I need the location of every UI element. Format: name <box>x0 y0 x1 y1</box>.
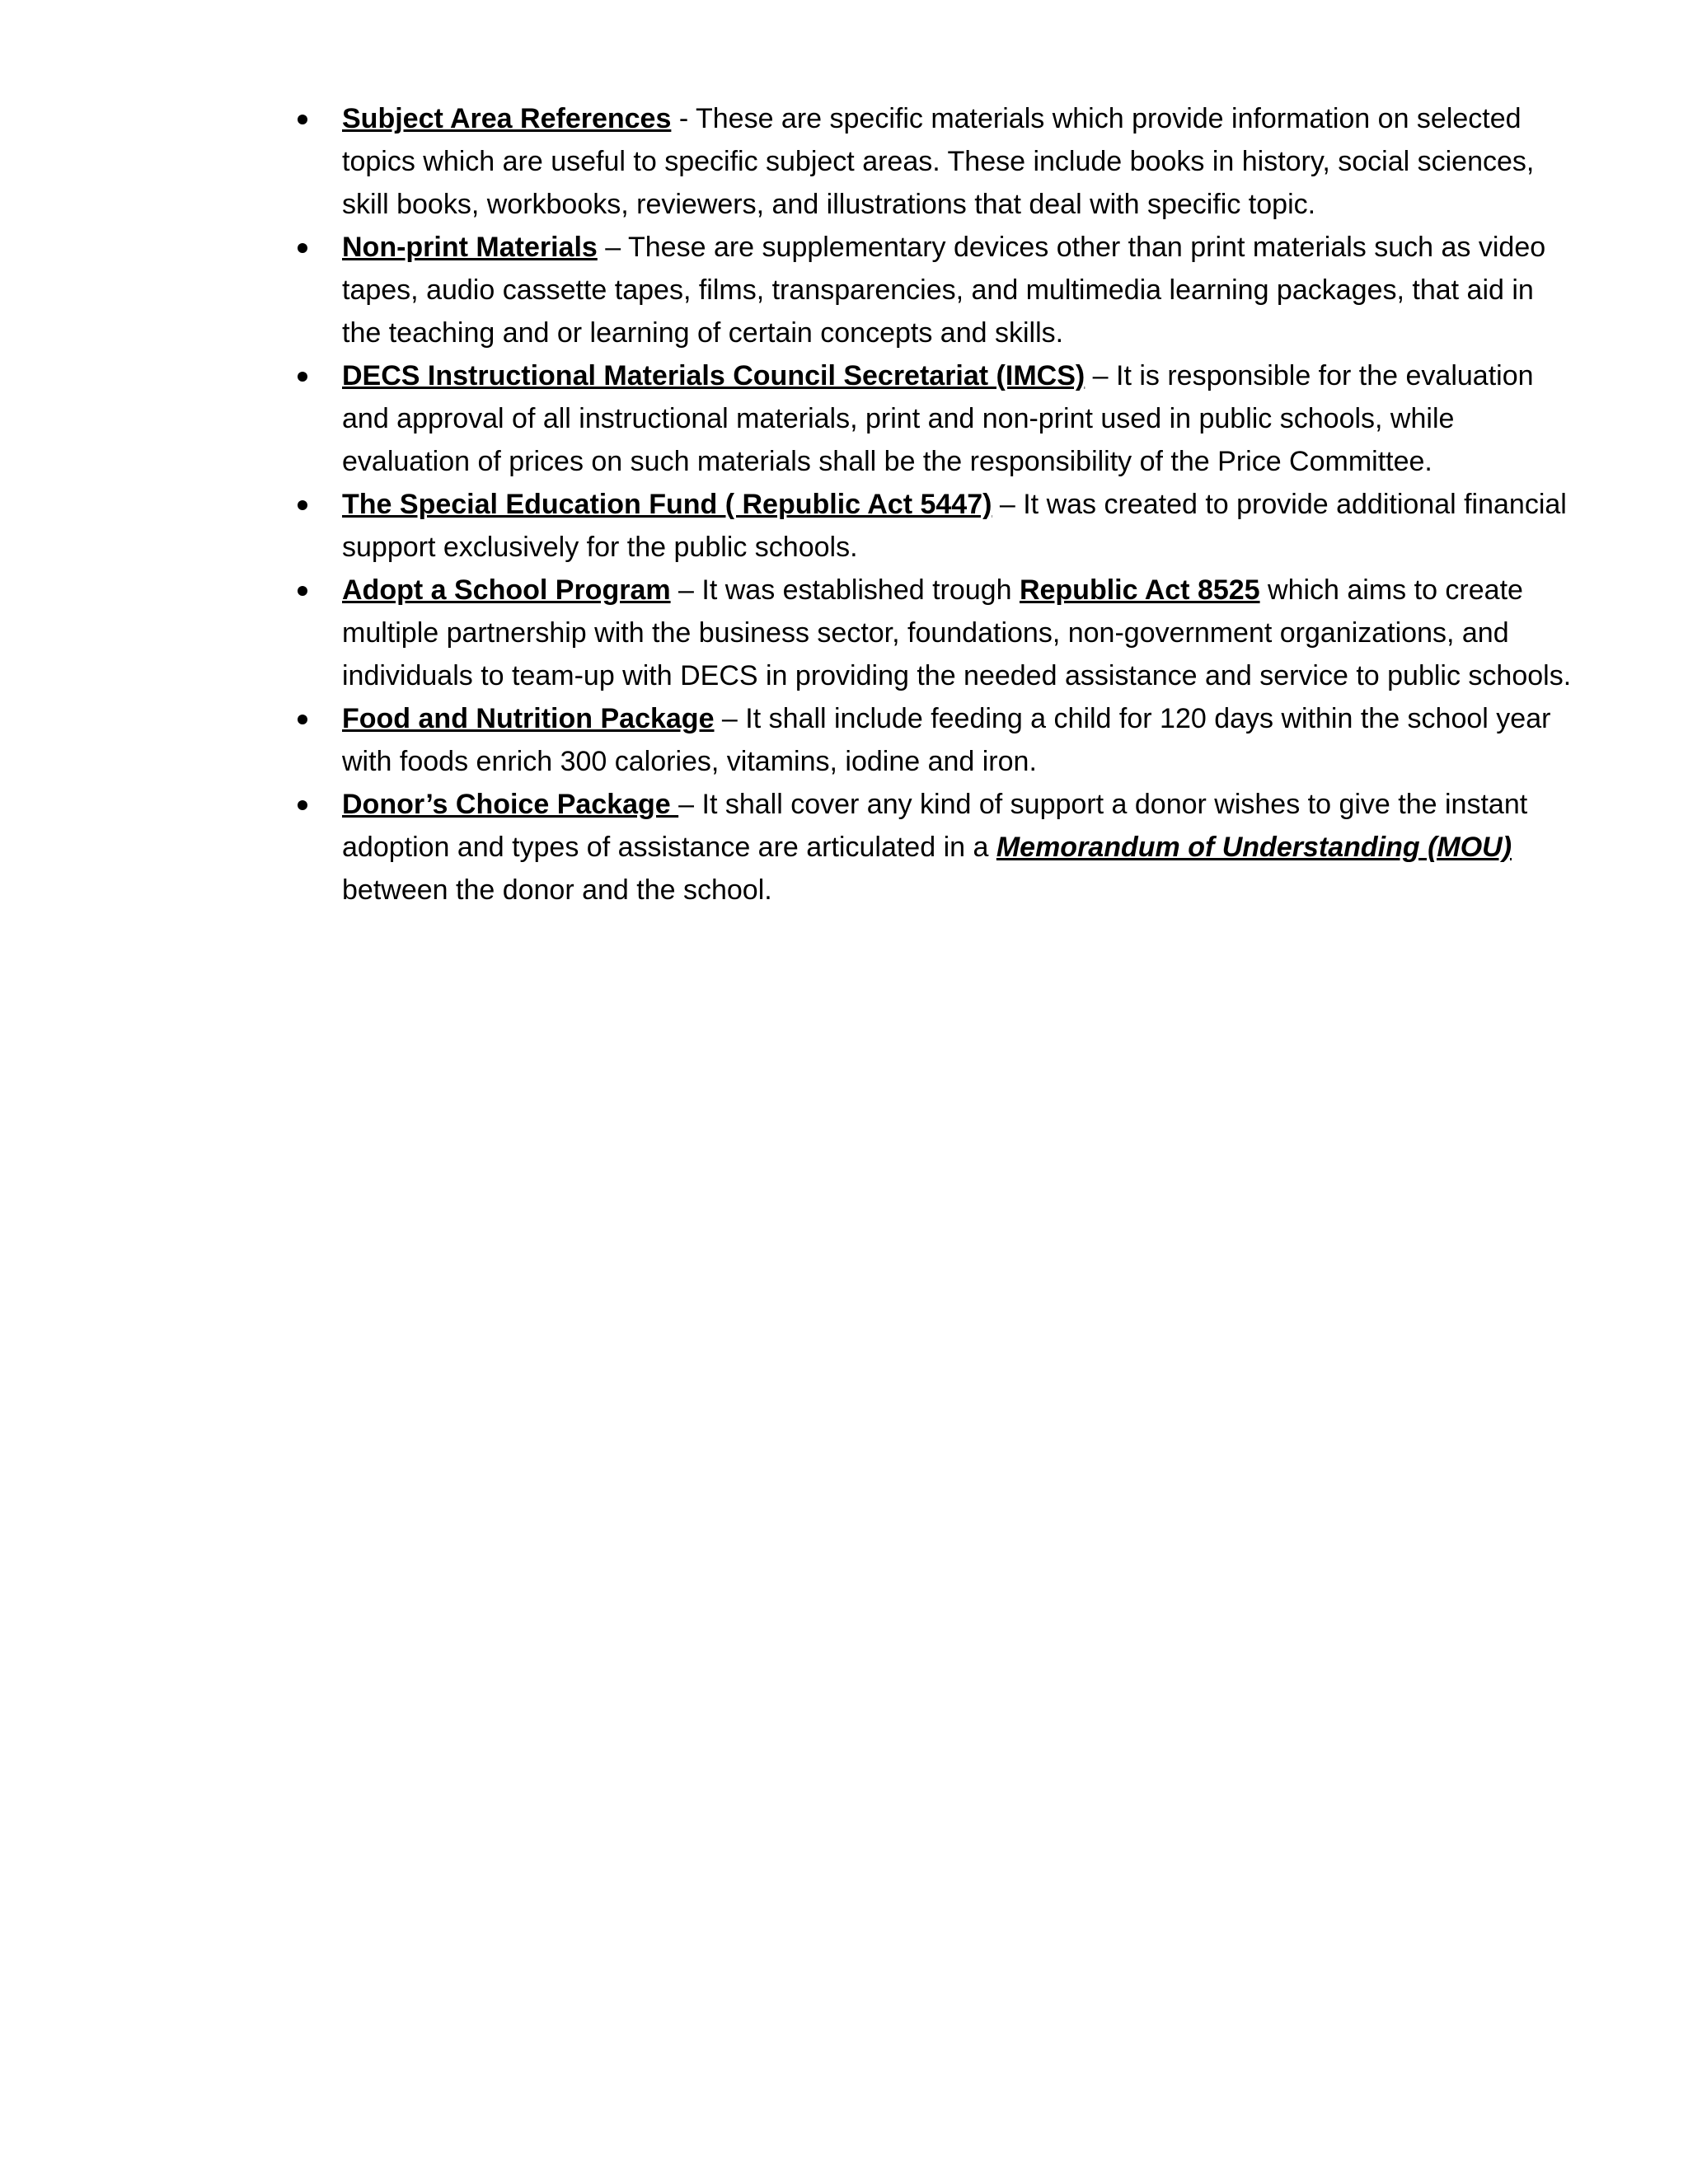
list-item <box>293 483 1578 569</box>
bullet-icon <box>298 800 307 810</box>
bullet-icon <box>298 115 307 124</box>
term-republic-act-8525: Republic Act 8525 <box>1019 574 1260 606</box>
list-item <box>293 569 1578 697</box>
definition-text: – It shall include feeding a child for 120 days within the school year with foods enrich 300 calories, vitamins, iodine and iron. <box>342 703 1551 777</box>
term-donors-choice-package: Donor’s Choice Package <box>342 789 679 820</box>
term-memorandum-of-understanding: Memorandum of Understanding (MOU) <box>996 832 1512 863</box>
definition-text: between the donor and the school. <box>342 874 772 906</box>
term-special-education-fund: The Special Education Fund ( Republic Act 5447) <box>342 489 992 520</box>
list-item <box>293 354 1578 483</box>
bullet-icon <box>298 500 307 510</box>
bullet-list <box>293 97 1578 912</box>
list-item <box>293 226 1578 354</box>
term-non-print-materials: Non-print Materials <box>342 232 598 263</box>
bullet-icon <box>298 243 307 253</box>
definition-text: – It was created to provide additional financial support exclusively for the public schools. <box>342 489 1567 563</box>
term-food-and-nutrition-package: Food and Nutrition Package <box>342 703 715 734</box>
bullet-icon <box>298 372 307 382</box>
bullet-icon <box>298 586 307 596</box>
definition-text: – These are supplementary devices other than print materials such as video tapes, audio cassette tapes, films, transparencies, and multimedia learning packages, that aid in the teaching and or learning of certain concepts and skills. <box>342 232 1546 349</box>
definition-text: – It shall cover any kind of support a donor wishes to give the instant adoption and types of assistance are articulated in a <box>342 789 1528 863</box>
definition-text: which aims to create multiple partnership with the business sector, foundations, non-government organizations, and individuals to team-up with DECS in providing the needed assistance and service to public schools. <box>342 574 1572 691</box>
list-item <box>293 783 1578 912</box>
term-decs-imcs: DECS Instructional Materials Council Secretariat (IMCS) <box>342 360 1085 391</box>
list-item <box>293 97 1578 226</box>
term-subject-area-references: Subject Area References <box>342 103 672 134</box>
definition-text: – It is responsible for the evaluation and approval of all instructional materials, print and non-print used in public schools, while evaluation of prices on such materials shall be the responsibility of the Price Committee. <box>342 360 1534 477</box>
definition-text: – It was established trough <box>670 574 1020 606</box>
definition-text: - These are specific materials which provide information on selected topics which are useful to specific subject areas. These include books in history, social sciences, skill books, workbooks, reviewers, and illustrations that deal with specific topic. <box>342 103 1535 220</box>
bullet-icon <box>298 715 307 724</box>
term-adopt-a-school-program: Adopt a School Program <box>342 574 671 606</box>
list-item <box>293 697 1578 783</box>
